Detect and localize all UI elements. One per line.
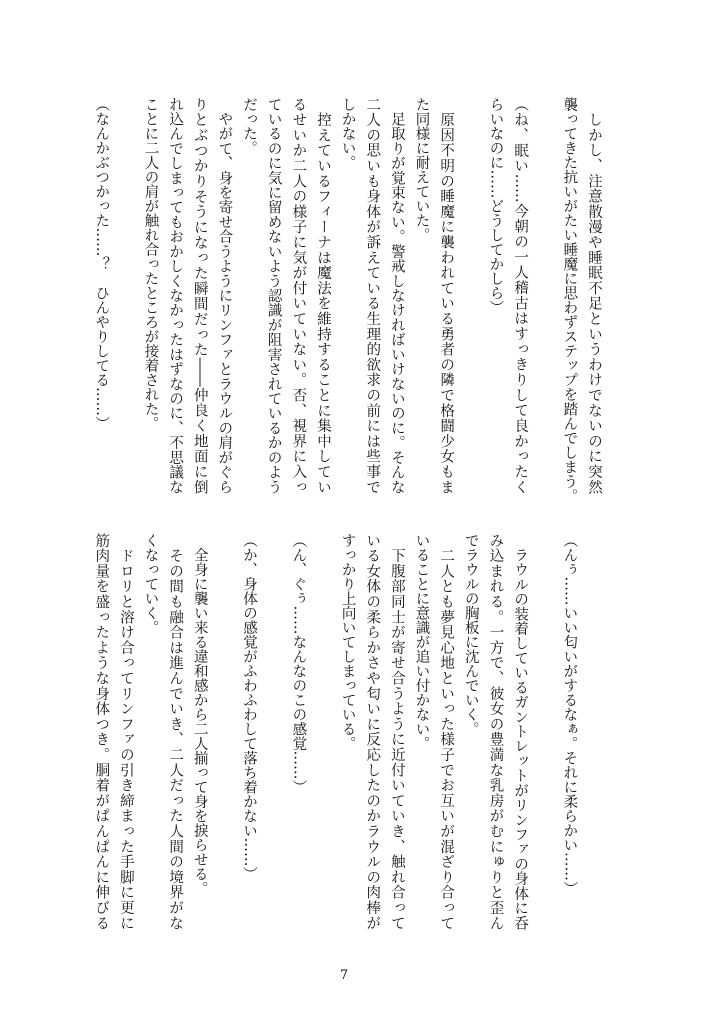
page-number: 7 [339,968,349,983]
narration-line: るせいか二人の様子に気が付いていない。否、視界に入っ [290,97,307,494]
narration-line: ラウルの装着しているガントレットがリンファの身体に呑 [512,533,529,930]
narration-line: 襲ってきた抗いがたい睡魔に思わずステップを踏んでしまう。 [561,97,578,503]
upper-text-tier [88,97,606,503]
narration-line: 二人とも夢見心地といった様子でお互いが混ざり合って [438,533,455,930]
narration-line: 筋肉量を盛ったような身体つき。胴着がぱんぱんに伸びる [93,533,110,930]
thought-line: （ん、ぐぅ……なんなのこの感覚……） [290,533,307,794]
narration-line: み込まれる。一方で、彼女の豊満な乳房がむにゅりと歪ん [487,533,504,930]
thought-line: （ね、眠い……今朝の一人稽古はすっきりして良かったく [512,97,529,494]
blank-line [310,533,335,930]
thought-line: （んぅ……いい匂いがするなぁ。それに柔らかい……） [561,533,578,896]
narration-line: 二人の思いも身体が訴えている生理的欲求の前には些事で [364,97,381,494]
narration-line: ているのに気に留めないよう認識が阻害されているかのよう [265,97,282,494]
narration-line: 足取りが覚束ない。警戒しなければいけないのに。そんな [388,97,405,494]
narration-line: その間も融合は進んでいき、二人だった人間の境界がな [167,533,184,930]
narration-line: れ込んでしまってもおかしくなかったはずなのに、不思議な [167,97,184,494]
narration-line: りとぶつかりそうになった瞬間だった――仲良く地面に倒 [191,97,208,494]
thought-line: （か、身体の感覚がふわふわして落ち着かない……） [241,533,258,881]
narration-line: やがて、身を寄せ合うようにリンファとラウルの肩がぐら [216,97,233,494]
narration-line: しかし、注意散漫や睡眠不足というわけでないのに突然 [586,97,602,494]
narration-line: しかない。 [339,97,356,170]
narration-line: いる女体の柔らかさや匂いに反応したのかラウルの肉棒が [364,533,381,930]
blank-line [212,533,237,930]
narration-line: ことに二人の肩が触れ合ったところが接着された。 [142,97,159,431]
narration-line: た同様に耐えていた。 [413,97,430,242]
narration-line: 全身に襲い来る違和感から二人揃って身を捩らせる。 [191,533,208,896]
blank-line [532,97,557,494]
thought-line: （なんかぶつかった……？ ひんやりしてる……） [93,97,110,431]
narration-line: くなっていく。 [142,533,159,635]
lower-text-tier [88,533,606,930]
narration-line: 原因不明の睡魔に襲われている勇者の隣で格闘少女もま [438,97,455,494]
narration-line: 控えているフィーナは魔法を維持することに集中してい [314,97,331,494]
blank-line [581,533,606,930]
narration-line: いることに意識が追い付かない。 [413,533,430,751]
narration-line: だった。 [241,97,258,155]
blank-line [113,97,138,494]
narration-line: すっかり上向いてしまっている。 [339,533,356,751]
blank-line [532,533,557,930]
blank-line [261,533,286,930]
blank-line [458,97,483,494]
narration-line: ドロリと溶け合ってリンファの引き締まった手脚に更に [117,533,134,930]
narration-line: 下腹部同士が寄せ合うように近付いていき、触れ合って [388,533,405,930]
thought-line: らいなのに……どうしてかしら） [487,97,504,315]
narration-line: でラウルの胸板に沈んでいく。 [462,533,479,736]
